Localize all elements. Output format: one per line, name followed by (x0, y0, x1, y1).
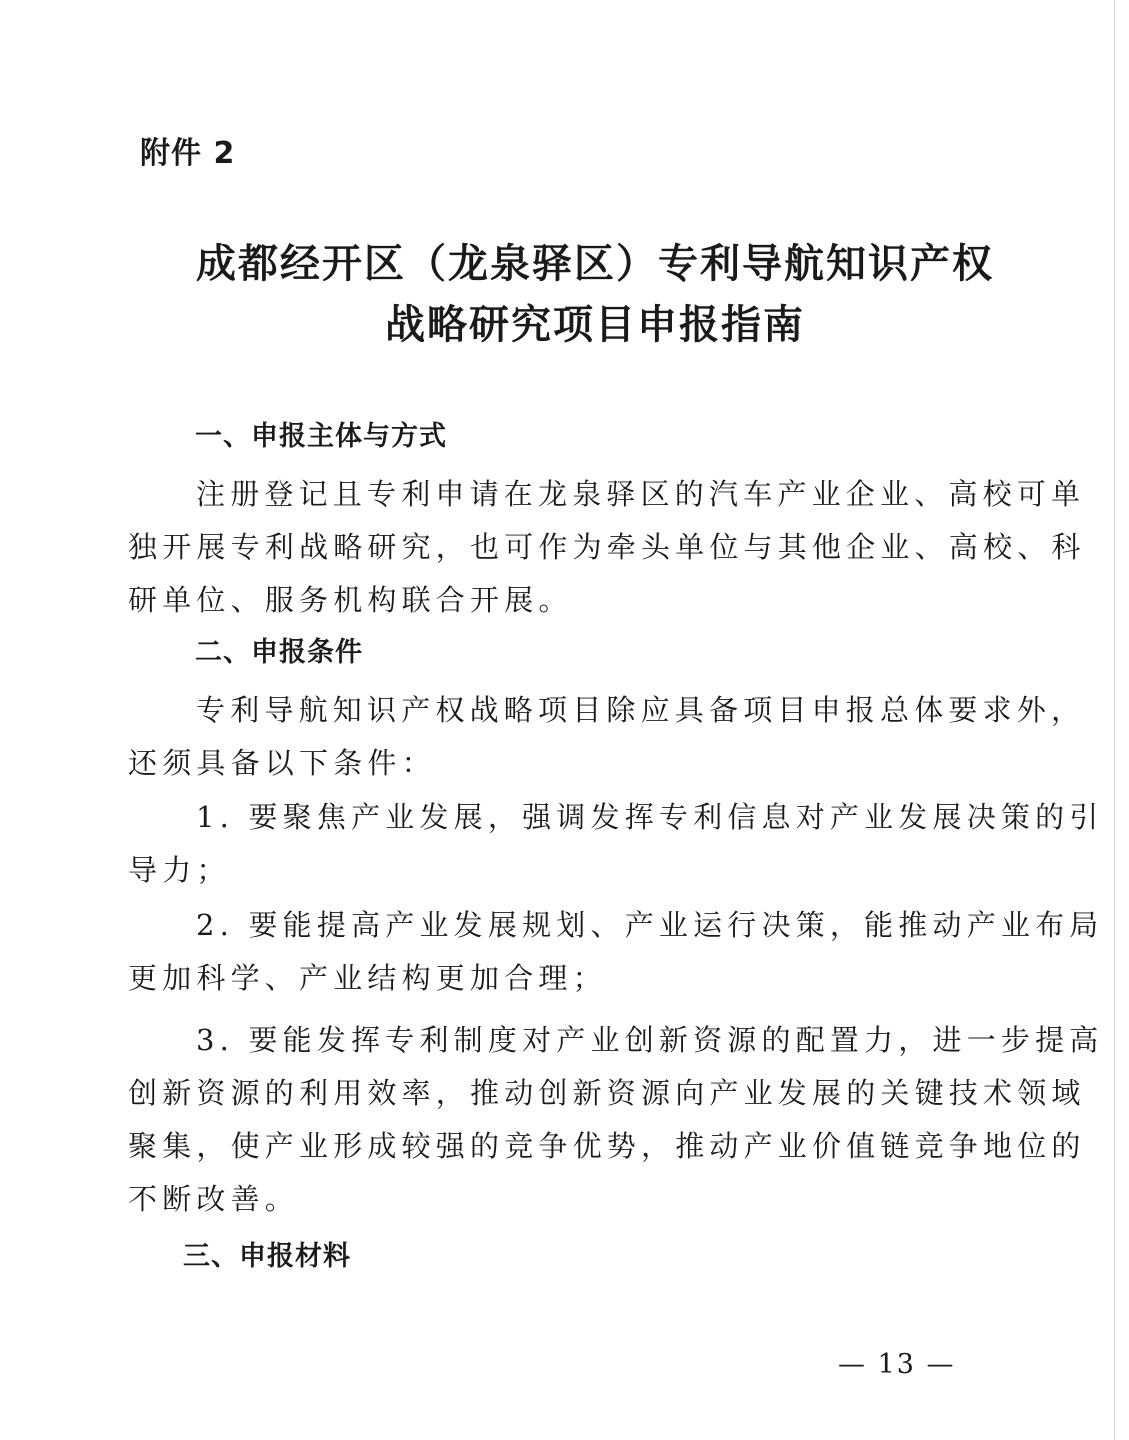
list-item-3-line-2: 创新资源的利用效率，推动创新资源向产业发展的关键技术领域 (128, 1076, 1086, 1110)
paragraph-line: 独开展专利战略研究，也可作为牵头单位与其他企业、高校、科 (128, 530, 1086, 564)
list-item-1-line-2: 导力； (128, 853, 231, 887)
section-heading-2: 二、申报条件 (195, 637, 363, 668)
attachment-label: 附件 2 (140, 136, 236, 171)
list-item-3-line-4: 不断改善。 (128, 1182, 300, 1216)
paragraph-line: 研单位、服务机构联合开展。 (128, 583, 573, 617)
list-item-3-line-1: 3. 要能发挥专利制度对产业创新资源的配置力，进一步提高 (196, 1023, 1104, 1057)
scan-edge-divider (1114, 0, 1115, 1440)
document-title-line-2: 战略研究项目申报指南 (385, 302, 805, 348)
list-item-1-line-1: 1. 要聚焦产业发展，强调发挥专利信息对产业发展决策的引 (196, 800, 1104, 834)
paragraph-line: 专利导航知识产权战略项目除应具备项目申报总体要求外， (196, 693, 1086, 727)
section-heading-1: 一、申报主体与方式 (195, 421, 447, 452)
page-number: — 13 — (838, 1349, 956, 1380)
paragraph-line: 还须具备以下条件： (128, 746, 436, 780)
document-title-line-1: 成都经开区（龙泉驿区）专利导航知识产权 (196, 241, 994, 287)
list-item-2-line-1: 2. 要能提高产业发展规划、产业运行决策，能推动产业布局 (196, 908, 1104, 942)
section-heading-3: 三、申报材料 (183, 1241, 351, 1272)
paragraph-line: 注册登记且专利申请在龙泉驿区的汽车产业企业、高校可单 (196, 477, 1086, 511)
list-item-2-line-2: 更加科学、产业结构更加合理； (128, 961, 607, 995)
list-item-3-line-3: 聚集，使产业形成较强的竞争优势，推动产业价值链竞争地位的 (128, 1129, 1086, 1163)
